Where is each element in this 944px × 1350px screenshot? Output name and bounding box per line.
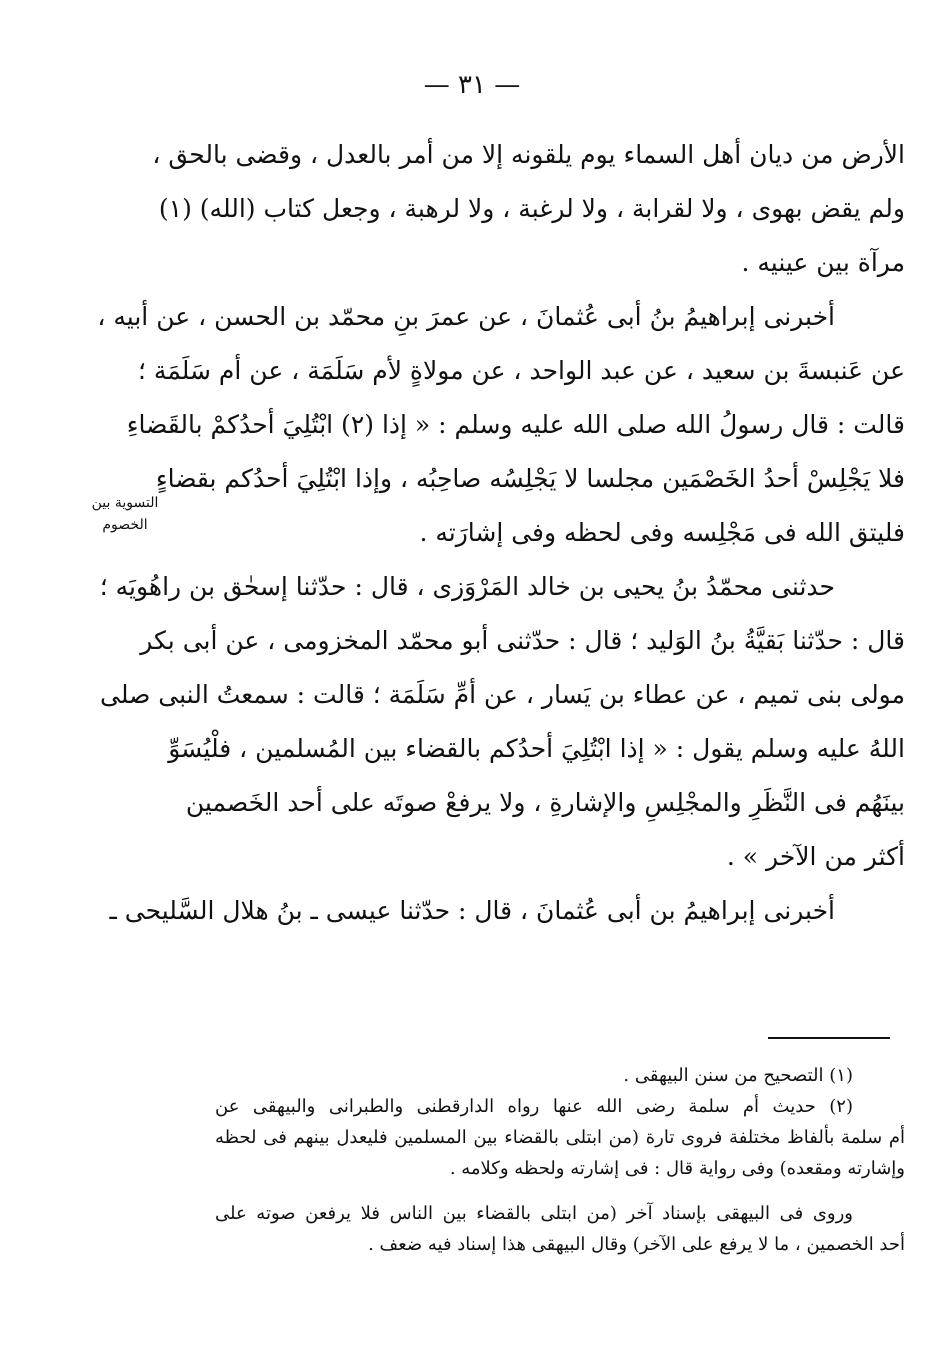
text-line: بينَهُم فى النَّظَرِ والمجْلِسِ والإشارةِ ، ولا يرفعْ صوتَه على أحد الخَصمين: [185, 788, 905, 817]
margin-note-line: الخصوم: [102, 517, 148, 533]
text-line: أخبرنى إبراهيمُ بن أبى عُثمانَ ، قال : حدّثنا عيسى ـ بنُ هلال السَّليحى ـ: [109, 896, 835, 925]
page-number: — ٣١ —: [423, 70, 521, 100]
text-line: فلا يَجْلِسْ أحدُ الخَصْمَين مجلسا لا يَجْلِسُه صاحِبُه ، وإذا ابْتُلِيَ أحدُكم بقضاءٍ: [155, 464, 905, 493]
margin-note-line: التسوية بين: [91, 495, 159, 511]
text-line: قالت : قال رسولُ الله صلى الله عليه وسلم : « إذا (٢) ابْتُلِيَ أحدُكمْ بالقَضاءِ: [126, 410, 905, 439]
footnotes: [215, 1060, 905, 1260]
text-line: أكثر من الآخر » .: [726, 842, 905, 871]
text-line: فليتق الله فى مَجْلِسه وفى لحظه وفى إشارَته .: [419, 518, 905, 547]
text-line: ولم يقض بهوى ، ولا لقرابة ، ولا لرغبة ، ولا لرهبة ، وجعل كتاب (الله) (١): [158, 194, 905, 223]
text-line: حدثنى محمّدُ بنُ يحيى بن خالد المَرْوَزى ، قال : حدّثنا إسحٰق بن راهُويَه ؛: [99, 572, 835, 601]
text-line: عن عَنبسةَ بن سعيد ، عن عبد الواحد ، عن مولاةٍ لأم سَلَمَة ، عن أم سَلَمَة ؛: [138, 356, 905, 385]
footnote-line: وروى فى البيهقى بإسناد آخر (من ابتلى بالقضاء بين الناس فلا يرفعن صوته على: [215, 1203, 853, 1224]
text-line: أخبرنى إبراهيمُ بنُ أبى عُثمانَ ، عن عمرَ بنِ محمّد بن الحسن ، عن أبيه ،: [97, 302, 835, 331]
footnote-line: أم سلمة بألفاظ مختلفة فروى تارة (من ابتلى بالقضاء بين المسلمين فليعدل بينهم فى لحظه: [215, 1127, 905, 1148]
text-line: قال : حدّثنا بَقيَّةُ بنُ الوَليد ؛ قال : حدّثنى أبو محمّد المخزومى ، عن أبى بكر: [140, 626, 905, 655]
footnote-line: (٢) حديث أم سلمة رضى الله عنها رواه الدارقطنى والطبرانى والبيهقى عن: [215, 1096, 853, 1117]
text-line: اللهُ عليه وسلم يقول : « إذا ابْتُلِيَ أحدُكم بالقضاء بين المُسلمين ، فلْيُسَوِّ: [168, 734, 905, 763]
footnote-line: أحد الخصمين ، ما لا يرفع على الآخر) وقال البيهقى هذا إسناد فيه ضعف .: [368, 1234, 905, 1255]
text-line: مرآة بين عينيه .: [741, 248, 905, 277]
footnote-line: وإشارته ومقعده) وفى رواية قال : فى إشارته ولحظه وكلامه .: [449, 1158, 905, 1179]
footnote-separator: [768, 1037, 890, 1039]
text-line: مولى بنى تميم ، عن عطاء بن يَسار ، عن أمِّ سَلَمَة ؛ قالت : سمعتُ النبى صلى: [99, 680, 905, 709]
footnote-line: (١) التصحيح من سنن البيهقى .: [623, 1065, 853, 1086]
text-line: الأرض من ديان أهل السماء يوم يلقونه إلا من أمر بالعدل ، وقضى بالحق ،: [152, 140, 905, 169]
